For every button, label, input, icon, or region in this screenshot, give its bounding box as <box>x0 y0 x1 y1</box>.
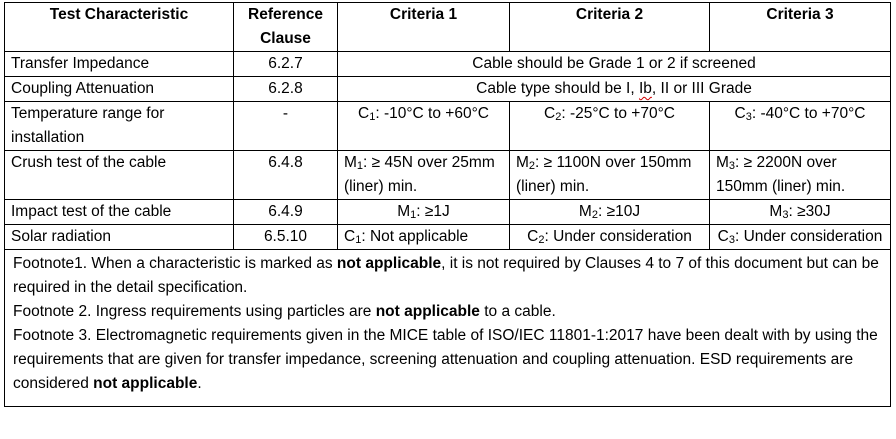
impact-criteria-1 <box>338 200 510 225</box>
impact-criteria-2 <box>510 200 710 225</box>
temperature-range-clause: - <box>234 102 338 151</box>
temperature-criteria-1 <box>338 102 510 151</box>
criteria-value: : ≥ 2200N over 150mm (liner) min. <box>716 154 846 195</box>
header-test-characteristic: Test Characteristic <box>5 3 234 52</box>
symbol-letter: C <box>527 228 539 245</box>
footnote-text: Footnote1. When a characteristic is marked as <box>13 255 337 272</box>
symbol-letter: C <box>734 105 746 122</box>
header-criteria-2: Criteria 2 <box>510 3 710 52</box>
symbol-letter: C <box>717 228 729 245</box>
criteria-value: : ≥1J <box>416 203 450 220</box>
symbol-letter: M <box>578 203 592 220</box>
crush-criteria-3 <box>710 151 891 200</box>
symbol-subscript: 1 <box>355 234 362 246</box>
symbol-letter: C <box>358 105 370 122</box>
criteria-value: : Under consideration <box>734 228 883 245</box>
symbol-letter: M <box>397 203 411 220</box>
crush-test-name: Crush test of the cable <box>5 151 234 200</box>
symbol-subscript: 1 <box>369 111 376 123</box>
crush-test-clause: 6.4.8 <box>234 151 338 200</box>
coupling-criteria-text-2: , II or III Grade <box>651 80 752 97</box>
footnote-emphasis: not applicable <box>375 303 480 320</box>
transfer-impedance-name: Transfer Impedance <box>5 52 234 77</box>
footnote-text: , it is not required by Clauses 4 to 7 of this document but can be required in the detail specification. <box>13 255 879 296</box>
footnote-text: Footnote 3. Electromagnetic requirements given in the MICE table of ISO/IEC 11801-1:2017 have been dealt with by using the requirements that are given for transfer impedance, screening attenuation and coupling attenuation. ESD requirements are considered <box>13 327 878 392</box>
symbol-subscript: 3 <box>745 111 752 123</box>
symbol-subscript: 2 <box>528 160 536 172</box>
criteria-value: : -40°C to +70°C <box>751 105 866 122</box>
crush-criteria-2 <box>510 151 710 200</box>
criteria-value: : Not applicable <box>361 228 469 245</box>
solar-radiation-clause: 6.5.10 <box>234 225 338 250</box>
row-solar-radiation <box>5 225 891 250</box>
spellcheck-marked-word[interactable]: Ib <box>638 80 652 97</box>
header-criteria-3: Criteria 3 <box>710 3 891 52</box>
footnotes-cell <box>5 250 891 407</box>
solar-criteria-2 <box>510 225 710 250</box>
criteria-value: : ≥ 45N over 25mm (liner) min. <box>344 154 495 195</box>
criteria-value: : -10°C to +60°C <box>375 105 489 122</box>
symbol-subscript: 3 <box>728 234 735 246</box>
symbol-letter: M <box>769 203 783 220</box>
symbol-letter: M <box>344 154 357 171</box>
coupling-attenuation-criteria <box>338 77 891 102</box>
impact-test-clause: 6.4.9 <box>234 200 338 225</box>
solar-criteria-1 <box>338 225 510 250</box>
criteria-value: : ≥ 1100N over 150mm (liner) min. <box>516 154 692 195</box>
symbol-subscript: 3 <box>782 209 789 221</box>
row-coupling-attenuation <box>5 77 891 102</box>
solar-radiation-name: Solar radiation <box>5 225 234 250</box>
coupling-attenuation-name: Coupling Attenuation <box>5 77 234 102</box>
symbol-letter: C <box>544 105 556 122</box>
footnote-emphasis: not applicable <box>336 255 442 272</box>
symbol-subscript: 3 <box>728 160 736 172</box>
crush-criteria-1 <box>338 151 510 200</box>
symbol-subscript: 1 <box>356 160 364 172</box>
temperature-criteria-3 <box>710 102 891 151</box>
requirements-table <box>4 2 891 407</box>
footnote-text: Footnote 2. Ingress requirements using particles are <box>13 303 376 320</box>
criteria-value: : ≥10J <box>597 203 641 220</box>
footnote-text: to a cable. <box>479 303 556 320</box>
transfer-impedance-clause: 6.2.7 <box>234 52 338 77</box>
footnote-2 <box>13 300 882 324</box>
row-temperature-range <box>5 102 891 151</box>
solar-criteria-3 <box>710 225 891 250</box>
symbol-subscript: 2 <box>538 234 545 246</box>
coupling-criteria-text-1: Cable type should be I, <box>476 80 639 97</box>
symbol-subscript: 2 <box>555 111 562 123</box>
coupling-attenuation-clause: 6.2.8 <box>234 77 338 102</box>
impact-test-name: Impact test of the cable <box>5 200 234 225</box>
symbol-letter: M <box>516 154 529 171</box>
symbol-subscript: 2 <box>591 209 598 221</box>
symbol-subscript: 1 <box>410 209 417 221</box>
symbol-letter: C <box>344 228 356 245</box>
criteria-value: : -25°C to +70°C <box>561 105 675 122</box>
transfer-impedance-criteria: Cable should be Grade 1 or 2 if screened <box>338 52 891 77</box>
criteria-value: : Under consideration <box>544 228 692 245</box>
footnotes-row <box>5 250 891 407</box>
footnote-text: . <box>197 375 202 392</box>
row-crush-test <box>5 151 891 200</box>
footnote-3 <box>13 324 882 396</box>
symbol-letter: M <box>716 154 729 171</box>
row-transfer-impedance <box>5 52 891 77</box>
footnote-emphasis: not applicable <box>93 375 198 392</box>
row-impact-test <box>5 200 891 225</box>
header-row <box>5 3 891 52</box>
impact-criteria-3 <box>710 200 891 225</box>
header-criteria-1: Criteria 1 <box>338 3 510 52</box>
temperature-range-name: Temperature range for installation <box>5 102 234 151</box>
criteria-value: : ≥30J <box>788 203 831 220</box>
header-reference-clause: Reference Clause <box>234 3 338 52</box>
temperature-criteria-2 <box>510 102 710 151</box>
footnote-1 <box>13 252 882 300</box>
